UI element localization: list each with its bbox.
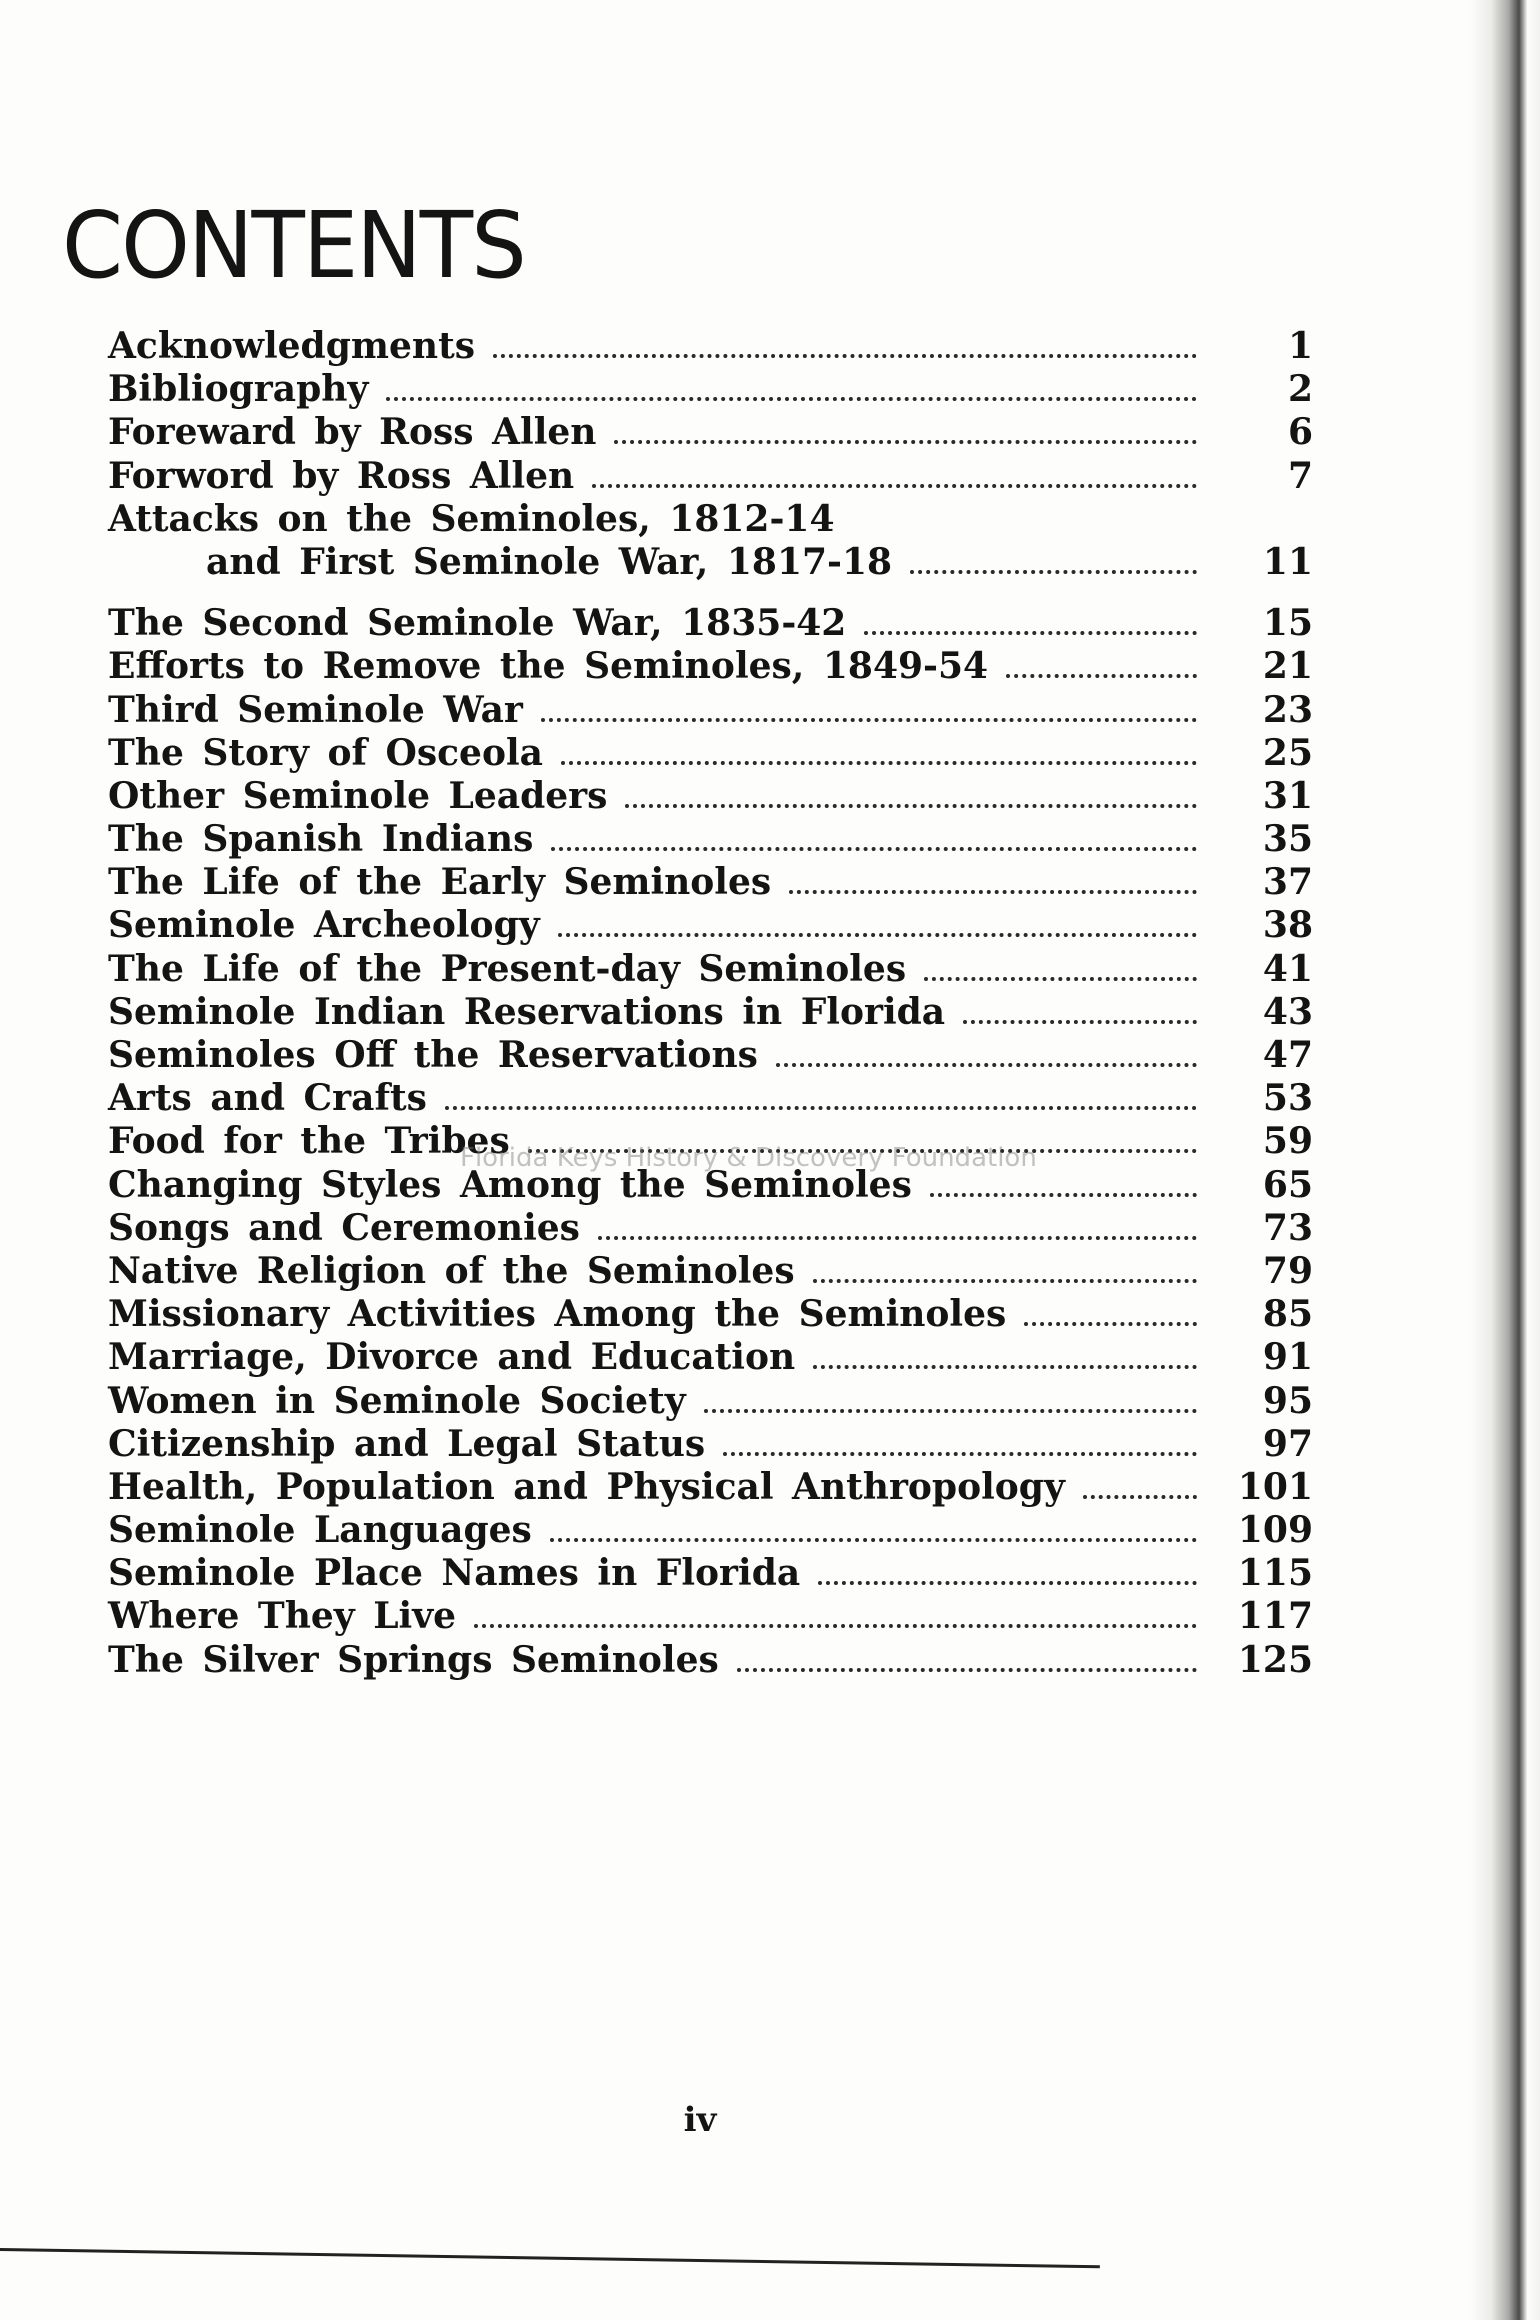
toc-entry-title: The Second Seminole War, 1835-42	[108, 602, 847, 645]
toc-entry-title: The Life of the Present-day Seminoles	[108, 947, 907, 990]
dot-leader	[723, 1452, 1197, 1456]
toc-page-number: 73	[1262, 1206, 1313, 1249]
toc-page-number: 11	[1262, 540, 1313, 583]
toc-entry[interactable]	[108, 1380, 1313, 1423]
dot-leader	[445, 1106, 1197, 1110]
toc-page-number: 125	[1237, 1638, 1313, 1681]
toc-entry[interactable]	[108, 732, 1313, 775]
toc-entry[interactable]	[108, 1034, 1313, 1077]
toc-page-number: 91	[1262, 1336, 1313, 1379]
toc-page-number: 97	[1262, 1422, 1313, 1465]
toc-entry-title: Foreward by Ross Allen	[108, 411, 597, 454]
toc-page-number: 109	[1237, 1509, 1313, 1552]
toc-entry[interactable]	[108, 1466, 1313, 1509]
toc-entry[interactable]	[108, 1077, 1313, 1120]
toc-entry-title: Health, Population and Physical Anthropology	[108, 1465, 1065, 1508]
toc-entry-title: Food for the Tribes	[108, 1120, 510, 1163]
dot-leader	[963, 1020, 1197, 1024]
dot-leader	[550, 1538, 1197, 1542]
toc-page-number: 79	[1262, 1249, 1313, 1292]
dot-leader	[776, 1063, 1197, 1067]
dot-leader	[561, 761, 1197, 765]
toc-entry-title: Seminole Indian Reservations in Florida	[108, 990, 946, 1033]
toc-entry[interactable]	[108, 1595, 1313, 1638]
toc-page-number: 47	[1262, 1034, 1313, 1076]
dot-leader	[704, 1409, 1197, 1413]
dot-leader	[558, 933, 1197, 937]
toc-entry[interactable]	[108, 1639, 1313, 1682]
toc-page-number: 21	[1262, 645, 1313, 688]
toc-entry-title: The Life of the Early Seminoles	[108, 861, 772, 904]
dot-leader	[1006, 674, 1197, 678]
toc-entry[interactable]	[108, 1207, 1313, 1250]
toc-page-number: 2	[1287, 368, 1313, 411]
toc-entry-title: The Story of Osceola	[108, 731, 543, 774]
dot-leader	[625, 804, 1197, 808]
dot-leader	[551, 847, 1197, 851]
dot-leader	[818, 1581, 1197, 1585]
toc-entry[interactable]	[108, 411, 1313, 454]
toc-entry-title: Changing Styles Among the Seminoles	[108, 1163, 912, 1206]
toc-page-number: 53	[1262, 1077, 1313, 1120]
dot-leader	[598, 1236, 1197, 1240]
toc-entry[interactable]	[108, 325, 1313, 368]
folio-page-number: iv	[683, 2100, 717, 2140]
dot-leader	[864, 631, 1197, 635]
toc-entry[interactable]	[108, 455, 1313, 498]
toc-entry[interactable]	[108, 1552, 1313, 1595]
toc-page-number: 23	[1262, 688, 1313, 731]
toc-entry[interactable]	[108, 1509, 1313, 1552]
toc-entry-title: Songs and Ceremonies	[108, 1206, 580, 1249]
toc-page-number: 31	[1262, 774, 1313, 817]
toc-entry[interactable]	[108, 602, 1313, 645]
toc-page-number: 1	[1287, 325, 1313, 367]
dot-leader	[924, 977, 1197, 981]
dot-leader	[813, 1279, 1197, 1283]
toc-page-number: 59	[1262, 1120, 1313, 1163]
toc-page-number: 65	[1262, 1163, 1313, 1206]
toc-entry[interactable]	[108, 368, 1313, 411]
toc-entry-title: The Spanish Indians	[108, 818, 534, 861]
toc-entry-title: Bibliography	[108, 368, 369, 411]
toc-page-number: 41	[1262, 947, 1313, 990]
page-title: CONTENTS	[62, 192, 525, 299]
toc-entry-title: Seminole Place Names in Florida	[108, 1552, 801, 1595]
toc-entry[interactable]	[108, 775, 1313, 818]
toc-entry-title: Seminole Languages	[108, 1509, 532, 1552]
toc-entry-title: Efforts to Remove the Seminoles, 1849-54	[108, 645, 989, 688]
toc-entry-title: Third Seminole War	[108, 688, 523, 731]
toc-page-number: 115	[1237, 1552, 1313, 1595]
toc-page-number: 25	[1262, 731, 1313, 774]
toc-entry-title: Acknowledgments	[108, 325, 475, 367]
toc-entry[interactable]	[108, 689, 1313, 732]
dot-leader	[493, 354, 1197, 358]
dot-leader	[813, 1365, 1197, 1369]
dot-leader	[1083, 1495, 1197, 1499]
toc-entry[interactable]	[108, 1250, 1313, 1293]
dot-leader	[789, 890, 1197, 894]
toc-entry-title: The Silver Springs Seminoles	[108, 1638, 719, 1681]
toc-entry[interactable]	[108, 1336, 1313, 1379]
toc-page-number: 85	[1262, 1293, 1313, 1336]
scan-border-line	[0, 2248, 1100, 2268]
toc-entry-title: Forword by Ross Allen	[108, 454, 575, 497]
toc-entry-title: Where They Live	[108, 1595, 457, 1638]
toc-page-number: 37	[1262, 861, 1313, 904]
toc-page-number: 6	[1287, 411, 1313, 454]
scanned-page-edge	[1470, 0, 1540, 2320]
dot-leader	[541, 718, 1197, 722]
dot-leader	[1024, 1322, 1197, 1326]
dot-leader	[592, 484, 1197, 488]
toc-entry-title: Marriage, Divorce and Education	[108, 1336, 796, 1379]
dot-leader	[614, 440, 1197, 444]
watermark-text: Florida Keys History & Discovery Foundation	[460, 1143, 1037, 1173]
toc-entry[interactable]	[108, 991, 1313, 1034]
toc-entry-title-continued: and First Seminole War, 1817-18	[206, 540, 893, 583]
toc-entry[interactable]	[108, 948, 1313, 991]
toc-entry[interactable]	[108, 818, 1313, 861]
toc-entry[interactable]	[108, 1293, 1313, 1336]
toc-entry-title: Women in Seminole Society	[108, 1379, 686, 1422]
toc-page-number: 101	[1237, 1465, 1313, 1508]
toc-entry[interactable]	[108, 861, 1313, 904]
dot-leader	[737, 1668, 1197, 1672]
toc-entry-title: Citizenship and Legal Status	[108, 1422, 706, 1465]
dot-leader	[386, 397, 1197, 401]
toc-entry[interactable]	[108, 1423, 1313, 1466]
toc-entry[interactable]	[108, 904, 1313, 947]
toc-page-number: 117	[1237, 1595, 1313, 1638]
toc-page-number: 95	[1262, 1379, 1313, 1422]
toc-entry-title: Arts and Crafts	[108, 1077, 427, 1120]
toc-entry[interactable]	[108, 645, 1313, 688]
toc-entry-title: Attacks on the Seminoles, 1812-14	[108, 497, 835, 540]
dot-leader	[474, 1624, 1197, 1628]
toc-entry-title: Seminole Archeology	[108, 904, 540, 947]
toc-page-number: 15	[1262, 602, 1313, 645]
toc-entry-title: Missionary Activities Among the Seminoles	[108, 1293, 1007, 1336]
toc-entry-title: Native Religion of the Seminoles	[108, 1249, 795, 1292]
toc-page-number: 7	[1287, 454, 1313, 497]
toc-entry-title: Seminoles Off the Reservations	[108, 1034, 758, 1076]
table-of-contents	[108, 325, 1313, 1682]
toc-entry-title: Other Seminole Leaders	[108, 774, 608, 817]
dot-leader	[930, 1193, 1197, 1197]
toc-page-number: 35	[1262, 818, 1313, 861]
dot-leader	[910, 570, 1197, 574]
toc-page-number: 43	[1262, 990, 1313, 1033]
toc-entry-multiline[interactable]	[108, 498, 1313, 584]
toc-page-number: 38	[1262, 904, 1313, 947]
